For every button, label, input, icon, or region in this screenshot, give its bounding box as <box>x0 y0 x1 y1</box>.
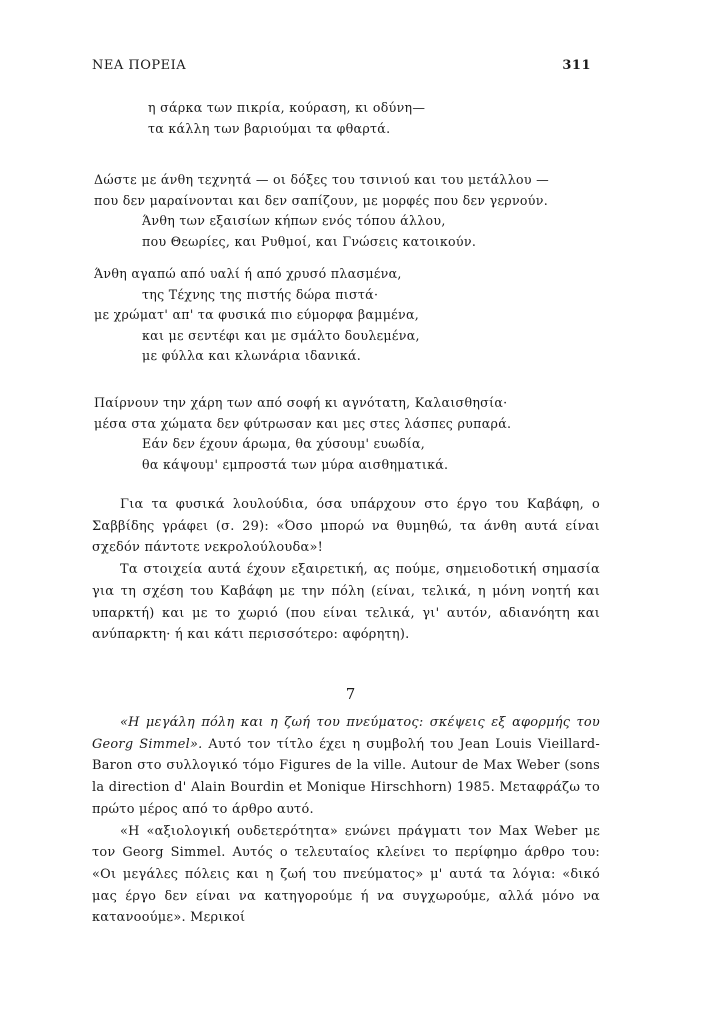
paragraph: «Η «αξιολογική ουδετερότητα» ενώνει πράγματι τον Max Weber με τον Georg Simmel. Αυτός ο τελευταίος κλείνει το περίφημο άρθρο του: «Οι μεγάλες πόλεις και η ζωή του πνεύματος» μ' αυτά τα λόγια: «δικό μας έργο δεν είναι να κατηγορούμε ή να συγχωρούμε, αλλά μόνο να κατανοούμε». Μερικοί <box>92 823 600 926</box>
poem-line: Εάν δεν έχουν άρωμα, θα χύσουμ' ευωδία, <box>142 436 426 451</box>
poem-line: με φύλλα και κλωνάρια ιδανικά. <box>142 348 362 363</box>
poem-stanza-1 <box>94 98 425 139</box>
paragraph <box>92 712 600 821</box>
body-text-bottom <box>92 712 600 929</box>
body-text-top <box>92 494 600 646</box>
poem-line: η σάρκα των πικρία, κούραση, κι οδύνη— <box>148 100 426 115</box>
section-number: 7 <box>345 685 356 703</box>
paragraph: Τα στοιχεία αυτά έχουν εξαιρετική, ας πούμε, σημειοδοτική σημασία για τη σχέση του Καβάφη με την πόλη (είναι, τελικά, η μόνη νοητή και υπαρκτή) και με το χωριό (που είναι τελικά, γι' αυτόν, αδιανόητη και ανύπαρκτη· ή και κάτι περισσότερο: αφόρητη). <box>92 562 600 643</box>
poem-line: με χρώματ' απ' τα φυσικά πιο εύμορφα βαμμένα, <box>94 307 420 322</box>
poem-line: και με σεντέφι και με σμάλτο δουλεμένα, <box>142 327 420 343</box>
poem-line: που δεν μαραίνονται και δεν σαπίζουν, με μορφές που δεν γερνούν. <box>94 192 549 208</box>
poem-line: Άνθη αγαπώ από υαλί ή από χρυσό πλασμένα, <box>94 266 402 281</box>
article-title: «Η μεγάλη πόλη και η ζωή του πνεύματος: σκέψεις εξ αφορμής του Georg Simmel». <box>92 715 600 752</box>
journal-title: ΝΕΑ ΠΟΡΕΙΑ <box>92 58 187 73</box>
poem-line: τα κάλλη των βαριούμαι τα φθαρτά. <box>148 120 391 136</box>
poem-stanza-3 <box>94 264 420 367</box>
poem-line: Παίρνουν την χάρη των από σοφή κι αγνότατη, Καλαισθησία· <box>94 395 508 410</box>
poem-line: που Θεωρίες, και Ρυθμοί, και Γνώσεις κατοικούν. <box>142 233 477 249</box>
poem-stanza-2 <box>94 170 549 252</box>
poem-line: μέσα στα χώματα δεν φύτρωσαν και μες στες λάσπες ρυπαρά. <box>94 415 512 431</box>
paragraph: Για τα φυσικά λουλούδια, όσα υπάρχουν στο έργο του Καβάφη, ο Σαββίδης γράφει (σ. 29): «Όσο μπορώ να θυμηθώ, τα άνθη αυτά είναι σχεδόν πάντοτε νεκρολούλουδα»! <box>92 497 600 556</box>
poem-line: της Τέχνης της πιστής δώρα πιστά· <box>142 286 379 302</box>
page-number: 311 <box>562 58 591 73</box>
poem-line: Δώστε με άνθη τεχνητά — οι δόξες του τσινιού και του μετάλλου — <box>94 172 550 187</box>
poem-stanza-4 <box>94 393 511 475</box>
paragraph-text: Αυτό τον τίτλο έχει η συμβολή του Jean Louis Vieillard-Baron στο συλλογικό τόμο Figures de la ville. Autour de Max Weber (sons la direction d' Alain Bourdin et Monique Hirschhorn) 1985. Μεταφράζω το πρώτο μέρος από το άρθρο αυτό. <box>92 736 600 817</box>
poem-line: θα κάψουμ' εμπροστά των μύρα αισθηματικά. <box>142 456 449 472</box>
poem-line: Άνθη των εξαισίων κήπων ενός τόπου άλλου, <box>142 213 446 228</box>
